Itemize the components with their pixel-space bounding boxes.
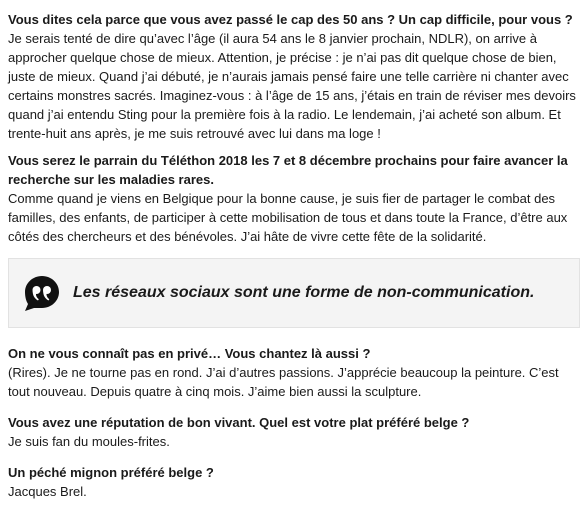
quote-icon bbox=[23, 274, 61, 312]
qa-block bbox=[8, 151, 580, 246]
qa-block bbox=[8, 413, 580, 451]
qa-block bbox=[8, 10, 580, 143]
question-text: Vous serez le parrain du Téléthon 2018 les 7 et 8 décembre prochains pour faire avancer la recherche sur les maladies rares. bbox=[8, 153, 568, 187]
question-text: Vous avez une réputation de bon vivant. Quel est votre plat préféré belge ? bbox=[8, 415, 470, 430]
answer-text: Je suis fan du moules-frites. bbox=[8, 434, 170, 449]
answer-text: Comme quand je viens en Belgique pour la bonne cause, je suis fier de partager le combat des familles, des enfants, de participer à cette mobilisation de tous et dans toute la France, d’être aux côtés des chercheurs et des bénévoles. J’ai hâte de vivre cette fête de la solidarité. bbox=[8, 191, 568, 244]
question-text: On ne vous connaît pas en privé… Vous chantez là aussi ? bbox=[8, 346, 371, 361]
question-text: Vous dites cela parce que vous avez passé le cap des 50 ans ? Un cap difficile, pour vous ? bbox=[8, 12, 573, 27]
answer-text: Jacques Brel. bbox=[8, 484, 87, 499]
question-text: Un péché mignon préféré belge ? bbox=[8, 465, 214, 480]
answer-text: Je serais tenté de dire qu’avec l’âge (il aura 54 ans le 8 janvier prochain, NDLR), on arrive à approcher quelque chose de mieux. Attention, je précise : je n’ai pas dit quelque chose de bien, juste de mieux. Quand j’ai débuté, je n’aurais jamais pensé faire une telle carrière ni chanter avec certains monstres sacrés. Imaginez-vous : à l’âge de 15 ans, j’étais en train de réviser mes devoirs quand j’ai entendu Sting pour la première fois à la radio. Le lendemain, j’ai acheté son album. Et trente-huit ans après, je me suis retrouvé avec lui dans ma loge ! bbox=[8, 31, 576, 141]
qa-block bbox=[8, 344, 580, 401]
pull-quote-text: Les réseaux sociaux sont une forme de non-communication. bbox=[73, 284, 535, 301]
pull-quote bbox=[8, 258, 580, 328]
answer-text: (Rires). Je ne tourne pas en rond. J’ai d’autres passions. J’apprécie beaucoup la peinture. C’est tout nouveau. Depuis quatre à cinq mois. J’aime bien aussi la sculpture. bbox=[8, 365, 559, 399]
qa-block bbox=[8, 463, 580, 501]
